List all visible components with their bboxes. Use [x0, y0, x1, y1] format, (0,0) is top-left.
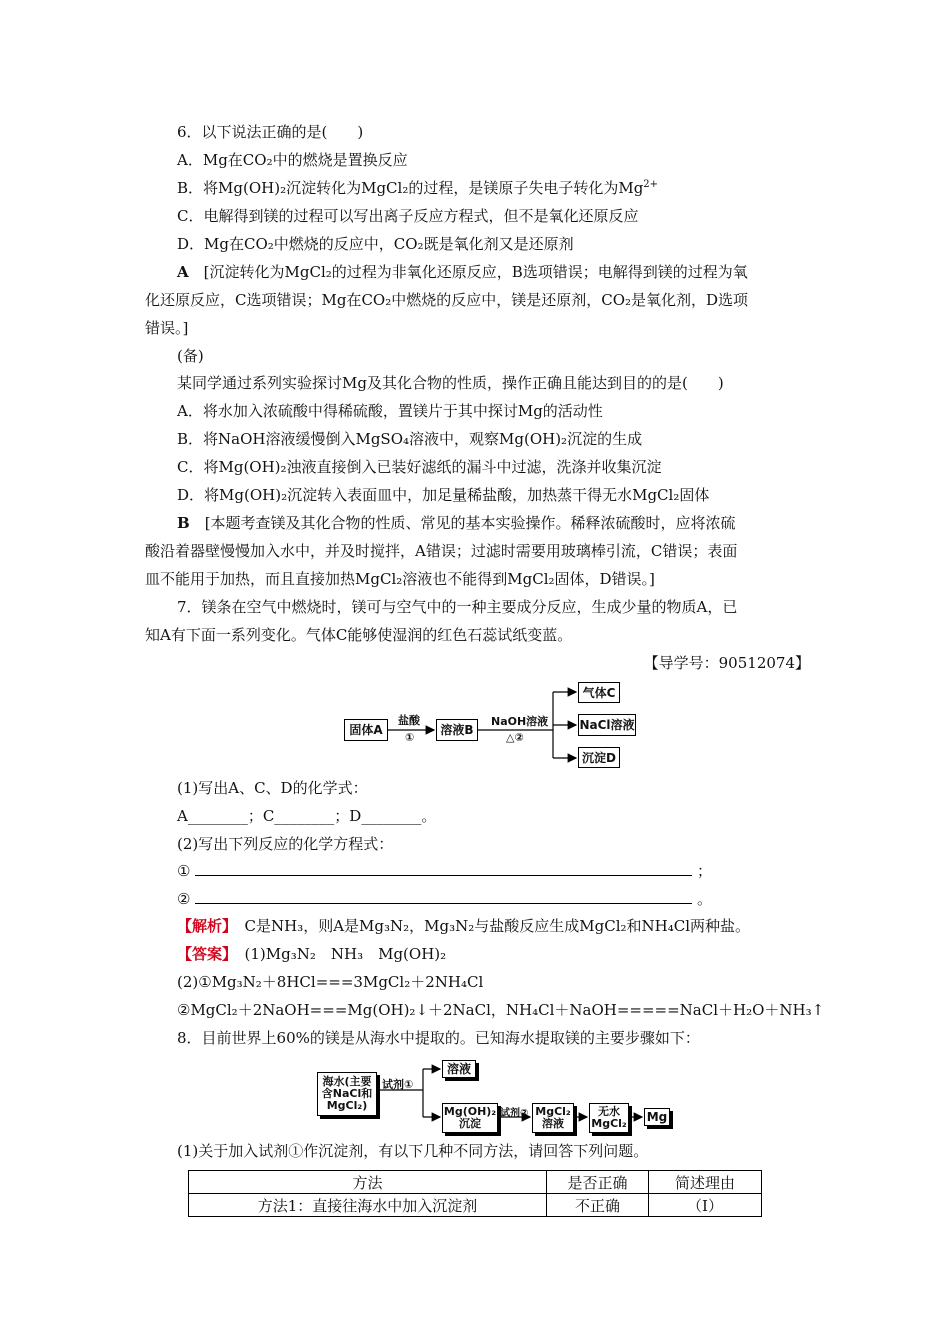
- bei-option-d: D．将Mg(OH)₂沉淀转入表面皿中，加足量稀盐酸，加热蒸干得无水MgCl₂固体: [177, 486, 710, 504]
- q8-stem: 8．目前世界上60%的镁是从海水中提取的。已知海水提取镁的主要步骤如下：: [177, 1029, 700, 1047]
- q8-box-solution: 溶液: [442, 1060, 476, 1078]
- bei-option-c: C．将Mg(OH)₂浊液直接倒入已装好滤纸的漏斗中过滤，洗涤并收集沉淀: [177, 458, 662, 476]
- q6-stem: 6．以下说法正确的是( ): [177, 123, 364, 141]
- q7-analysis-tag: 【解析】: [177, 917, 230, 935]
- q6-option-b-text: B．将Mg(OH)₂沉淀转化为MgCl₂的过程，是镁原子失电子转化为Mg: [177, 179, 644, 197]
- table-header-reason: 简述理由: [649, 1171, 762, 1194]
- table-cell-correct: 不正确: [547, 1194, 649, 1217]
- bei-option-a: A．将水加入浓硫酸中得稀硫酸，置镁片于其中探讨Mg的活动性: [177, 402, 603, 420]
- q7-box-solution-b: 溶液B: [436, 719, 478, 741]
- table-row: [189, 1194, 762, 1217]
- q8-label-reagent1: 试剂①: [382, 1078, 414, 1091]
- bei-stem: 某同学通过系列实验探讨Mg及其化合物的性质，操作正确且能达到目的的是( ): [177, 374, 724, 392]
- q8-box-seawater: 海水(主要含NaCl和MgCl₂): [317, 1072, 377, 1116]
- table-header-method: 方法: [189, 1171, 547, 1194]
- table-cell-method: 方法1：直接往海水中加入沉淀剂: [189, 1194, 547, 1217]
- q7-part1: (1)写出A、C、D的化学式：: [177, 779, 368, 797]
- table-header-correct: 是否正确: [547, 1171, 649, 1194]
- bei-answer-line3: 皿不能用于加热，而且直接加热MgCl₂溶液也不能得到MgCl₂固体，D错误。]: [145, 570, 655, 588]
- q7-stem-line1: 7．镁条在空气中燃烧时，镁可与空气中的一种主要成分反应，生成少量的物质A，已: [177, 598, 738, 616]
- bei-answer-line2: 酸沿着器壁慢慢加入水中，并及时搅拌，A错误；过滤时需要用玻璃棒引流，C错误；表面: [145, 542, 738, 560]
- q7-part1-blanks: A________；C________；D________。: [177, 807, 437, 825]
- q6-answer-line3: 错误。]: [145, 319, 189, 337]
- q7-label-step1: ①: [405, 731, 415, 744]
- bei-option-b: B．将NaOH溶液缓慢倒入MgSO₄溶液中，观察Mg(OH)₂沉淀的生成: [177, 430, 643, 448]
- q7-answer-tag: 【答案】: [177, 945, 230, 963]
- q7-equation2: ②MgCl₂＋2NaOH===Mg(OH)₂↓＋2NaCl，NH₄Cl＋NaOH=====NaCl＋H₂O＋NH₃↑: [177, 1001, 825, 1019]
- bei-answer-letter: B: [177, 514, 190, 532]
- q8-label-reagent2: 试剂②: [500, 1108, 529, 1119]
- q6-answer-line2: 化还原反应，C选项错误；Mg在CO₂中燃烧的反应中，镁是还原剂，CO₂是氧化剂，D选项: [145, 291, 749, 309]
- q6-option-c: C．电解得到镁的过程可以写出离子反应方程式，但不是氧化还原反应: [177, 207, 639, 225]
- q7-box-nacl-solution: NaCl溶液: [578, 714, 636, 736]
- q6-answer-text1: [沉淀转化为MgCl₂的过程为非氧化还原反应，B选项错误；电解得到镁的过程为氧: [203, 263, 748, 281]
- q7-label-acid: 盐酸: [398, 714, 420, 727]
- bei-answer-text1: [本题考查镁及其化合物的性质、常见的基本实验操作。稀释浓硫酸时，应将浓硫: [204, 514, 736, 532]
- q7-part2: (2)写出下列反应的化学方程式：: [177, 835, 394, 853]
- q6-option-a: A．Mg在CO₂中的燃烧是置换反应: [177, 151, 408, 169]
- q7-part2-line2-suffix: 。: [697, 890, 713, 908]
- q8-box-mgoh2: Mg(OH)₂沉淀: [442, 1103, 498, 1133]
- table-cell-reason: （Ⅰ）: [649, 1194, 762, 1217]
- q7-box-solid-a: 固体A: [344, 719, 388, 741]
- q8-box-mgcl2-solution: MgCl₂溶液: [532, 1103, 574, 1133]
- q7-answer-text: (1)Mg₃N₂ NH₃ Mg(OH)₂: [229, 945, 447, 963]
- q7-part2-line2-prefix: ②: [177, 890, 191, 908]
- table-header-row: [189, 1171, 762, 1194]
- q7-box-precipitate-d: 沉淀D: [578, 747, 620, 768]
- q6-answer-letter: A: [177, 263, 189, 281]
- q6-option-b-sup: 2+: [643, 179, 659, 190]
- q8-methods-table: [188, 1170, 762, 1217]
- q8-box-anhydrous-mgcl2: 无水MgCl₂: [589, 1103, 629, 1133]
- q7-equation1: (2)①Mg₃N₂＋8HCl===3MgCl₂＋2NH₄Cl: [177, 973, 484, 991]
- q7-part2-line1-suffix: ；: [697, 862, 713, 880]
- bei-tag: (备): [177, 347, 204, 365]
- q8-part1: (1)关于加入试剂①作沉淀剂，有以下几种不同方法，请回答下列问题。: [177, 1142, 649, 1160]
- q7-analysis-text: C是NH₃，则A是Mg₃N₂，Mg₃N₂与盐酸反应生成MgCl₂和NH₄Cl两种盐。: [229, 917, 751, 935]
- q7-part2-line1-prefix: ①: [177, 862, 191, 880]
- q7-label-step2: △②: [506, 731, 524, 744]
- q7-guide-number: 【导学号：90512074】: [643, 654, 810, 672]
- q7-label-naoh: NaOH溶液: [491, 715, 549, 728]
- q7-box-gas-c: 气体C: [578, 682, 620, 703]
- q7-stem-line2: 知A有下面一系列变化。气体C能够使湿润的红色石蕊试纸变蓝。: [145, 626, 573, 644]
- q6-option-d: D．Mg在CO₂中燃烧的反应中，CO₂既是氧化剂又是还原剂: [177, 235, 574, 253]
- q8-box-mg: Mg: [644, 1108, 670, 1126]
